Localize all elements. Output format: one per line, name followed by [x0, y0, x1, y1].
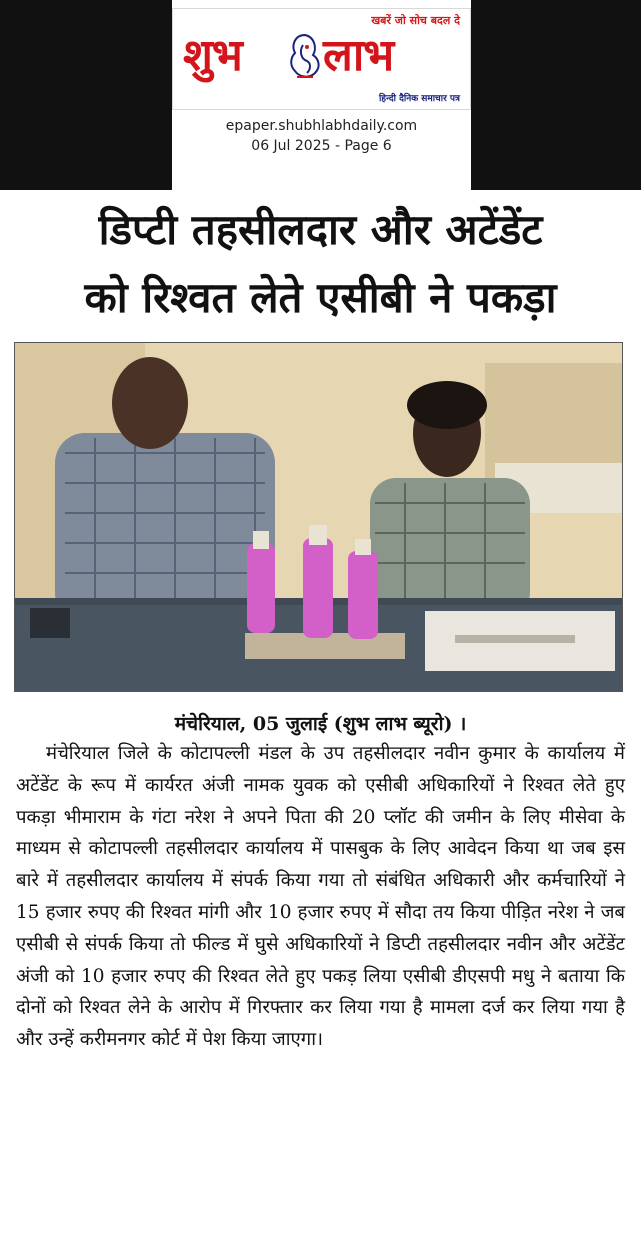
frame-right: [471, 0, 641, 190]
ganesha-logo-icon: [285, 31, 325, 83]
epaper-url: epaper.shubhlabhdaily.com: [225, 118, 418, 134]
news-photo: [14, 342, 623, 692]
news-article: [6, 190, 635, 1241]
masthead-subtag: हिन्दी दैनिक समाचार पत्र: [378, 94, 460, 104]
logo-word-shubh: शुभ: [183, 30, 242, 81]
news-photo-illustration: [15, 343, 623, 692]
newspaper-masthead: [172, 8, 471, 110]
logo-word-labh: लाभ: [323, 30, 394, 81]
article-body: मंचेरियाल जिले के कोटापल्ली मंडल के उप तहसीलदार नवीन कुमार के कार्यालय में अटेंडेंट के रूप में कार्यरत अंजी नामक युवक को एसीबी अधिकारियों ने रिश्वत लेते हुए पकड़ा भीमाराम के गंटा नरेश ने अपने पिता की 20 प्लॉट की जमीन के लिए मीसेवा के माध्यम से कोटापल्ली तहसीलदार कार्यालय में पासबुक के लिए आवेदन किया था जब इस बारे में तहसीलदार कार्यालय में संपर्क किया गया तो संबंधित अधिकारी और कर्मचारियों ने 15 हजार रुपए की रिश्वत मांगी और 10 हजार रुपए में सौदा तय किया पीड़ित नरेश ने जब एसीबी से संपर्क किया तो फील्ड में घुसे अधिकारियों ने डिप्टी तहसीलदार नवीन और अटेंडेंट अंजी को 10 हजार रुपए की रिश्वत लेते हुए पकड़ लिया एसीबी डीएसपी मधु ने बताया कि दोनों को रिश्वत लेने के आरोप में गिरफ्तार कर लिया गया है मामला दर्ज कर लिया गया है और उन्हें करीमनगर कोर्ट में पेश किया जाएगा।: [16, 743, 625, 1051]
headline-line-1: डिप्टी तहसीलदार और अटेंडेंट: [98, 205, 543, 254]
epaper-date-page: 06 Jul 2025 - Page 6: [251, 138, 392, 154]
article-dateline: मंचेरियाल, 05 जुलाई (शुभ लाभ ब्यूरो) ।: [174, 713, 467, 735]
masthead-tagline: खबरें जो सोच बदल दे: [371, 14, 460, 27]
frame-left: [0, 0, 172, 190]
headline-line-2: को रिश्वत लेते एसीबी ने पकड़ा: [84, 273, 557, 322]
